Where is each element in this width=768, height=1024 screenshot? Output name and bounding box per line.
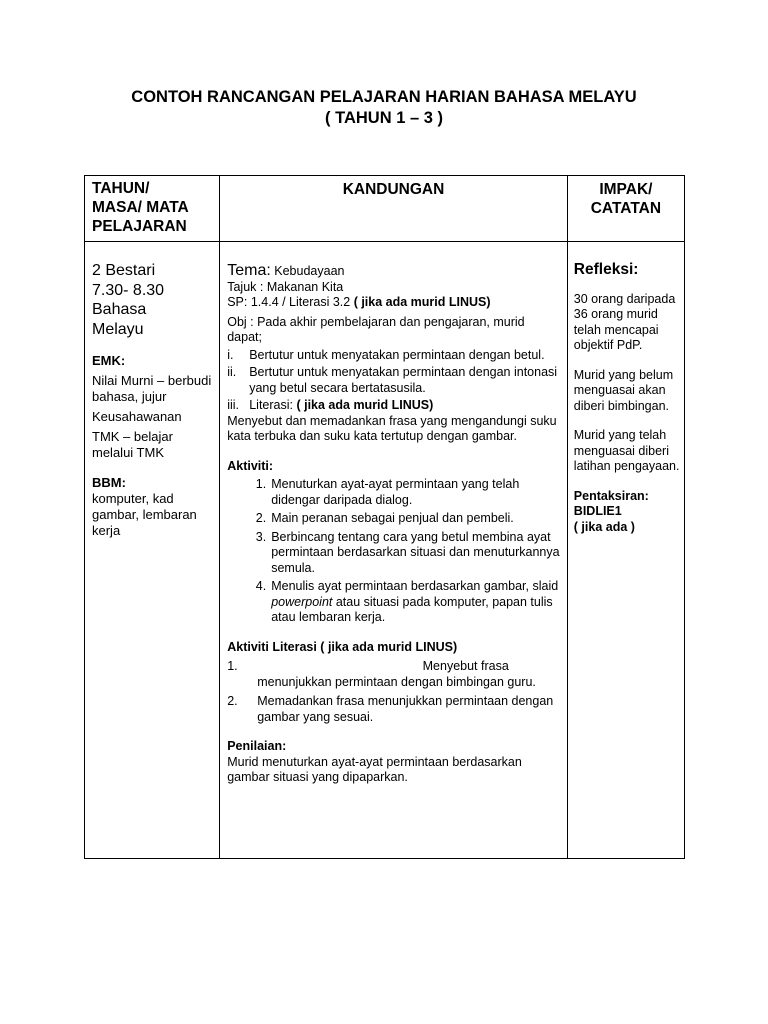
refleksi-text: 30 orang daripada 36 orang murid telah mencapai objektif PdP. <box>573 291 676 352</box>
emk-keusahawanan: Keusahawanan <box>92 409 182 424</box>
list-number: 2. <box>227 694 238 708</box>
header-kandungan: KANDUNGAN <box>220 176 568 242</box>
list-text: Main peranan sebagai penjual dan pembeli. <box>271 511 514 525</box>
kelas: 2 Bestari <box>92 262 156 279</box>
table-header-row <box>85 176 685 242</box>
cell-tahun-masa <box>85 242 220 859</box>
list-text: Menuturkan ayat-ayat permintaan yang telah didengar daripada dialog. <box>271 477 520 507</box>
list-text: Bertutur untuk menyatakan permintaan dengan betul. <box>249 347 545 362</box>
literasi-item <box>227 659 561 675</box>
list-number: ii. <box>227 365 237 379</box>
tajuk: Tajuk : Makanan Kita <box>227 279 344 294</box>
pentaksiran-value: BIDLIE1 <box>573 504 622 518</box>
literasi-note: ( jika ada murid LINUS) <box>296 398 434 412</box>
cell-impak-catatan <box>567 242 684 859</box>
cell-kandungan <box>220 242 568 859</box>
aktiviti-item <box>227 530 561 577</box>
header-tahun-masa <box>85 176 220 242</box>
literasi-item <box>227 694 561 725</box>
list-number: 1. <box>255 477 267 491</box>
objektif: Obj : Pada akhir pembelajaran dan pengajaran, murid dapat; <box>227 314 525 344</box>
list-text: Menyebut frasa <box>422 659 509 673</box>
refleksi-text: Murid yang telah menguasai diberi latihan pengayaan. <box>573 428 680 473</box>
tema-line <box>227 263 561 280</box>
refleksi-label: Refleksi: <box>573 261 639 278</box>
list-number: 1. <box>227 659 238 673</box>
header-impak-catatan <box>567 176 684 242</box>
table-body-row <box>85 242 685 859</box>
emk-label: EMK: <box>92 353 126 368</box>
sp-note: ( jika ada murid LINUS) <box>353 295 491 309</box>
penilaian-text: Murid menuturkan ayat-ayat permintaan berdasarkan gambar situasi yang dipaparkan. <box>227 754 522 784</box>
aktiviti-item <box>227 579 561 626</box>
aktiviti-label: Aktiviti: <box>227 458 274 473</box>
header-col1-line: PELAJARAN <box>92 218 187 235</box>
list-number: iii. <box>227 398 240 412</box>
list-text: Berbincang tentang cara yang betul membina ayat permintaan berdasarkan situasi dan menuturkannya semula. <box>271 529 560 575</box>
header-col3-line: IMPAK/ <box>599 181 653 198</box>
literasi-item-cont: menunjukkan permintaan dengan bimbingan guru. <box>257 674 536 689</box>
list-number: 4. <box>255 579 267 593</box>
objektif-item <box>227 398 561 414</box>
header-col3-line: CATATAN <box>590 200 662 217</box>
akt4-text-a: Menulis ayat permintaan berdasarkan gambar, slaid <box>271 579 559 593</box>
pentaksiran-note: ( jika ada ) <box>573 519 635 534</box>
literasi-label: Literasi: <box>249 398 297 412</box>
lesson-plan-table <box>84 175 685 859</box>
list-text: Bertutur untuk menyatakan permintaan dengan intonasi yang betul secara bertatasusila. <box>249 365 558 395</box>
emk-tmk: TMK – belajar melalui TMK <box>92 429 173 460</box>
refleksi-text: Murid yang belum menguasai akan diberi bimbingan. <box>573 367 674 413</box>
sp-line <box>227 295 561 311</box>
list-text <box>249 398 561 414</box>
penilaian-label: Penilaian: <box>227 739 287 753</box>
aktiviti-item <box>227 511 561 527</box>
bbm-label: BBM: <box>92 475 126 490</box>
subjek: Melayu <box>92 320 144 338</box>
tema-value: Kebudayaan <box>270 264 345 278</box>
tema-label: Tema: <box>227 262 271 279</box>
subjek: Bahasa <box>92 301 147 318</box>
header-col1-line: MASA/ MATA <box>92 199 189 216</box>
list-number: i. <box>227 347 234 362</box>
list-text: Memadankan frasa menunjukkan permintaan dengan gambar yang sesuai. <box>257 694 554 724</box>
literasi-desc: Menyebut dan memadankan frasa yang mengandungi suku kata terbuka dan suku kata tertutup dengan gambar. <box>227 413 557 443</box>
document-title: CONTOH RANCANGAN PELAJARAN HARIAN BAHASA MELAYU <box>131 88 637 106</box>
document-subtitle: ( TAHUN 1 – 3 ) <box>325 109 443 127</box>
pentaksiran-label: Pentaksiran: <box>573 488 649 503</box>
list-text <box>271 579 561 626</box>
sp-text: SP: 1.4.4 / Literasi 3.2 <box>227 295 354 309</box>
objektif-item <box>227 365 561 396</box>
list-number: 3. <box>255 529 267 544</box>
akt4-italic: powerpoint <box>271 594 333 609</box>
emk-nilai: Nilai Murni – berbudi bahasa, jujur <box>92 373 212 404</box>
masa: 7.30- 8.30 <box>92 281 165 299</box>
aktiviti-item <box>227 477 561 508</box>
akt4-text-b: atau situasi pada komputer, papan tulis atau lembaran kerja. <box>271 594 553 624</box>
bbm-text: komputer, kad gambar, lembaran kerja <box>92 491 197 538</box>
aktiviti-literasi-label: Aktiviti Literasi ( jika ada murid LINUS) <box>227 639 458 654</box>
list-number: 2. <box>255 511 267 525</box>
objektif-item <box>227 348 561 364</box>
header-col1-line: TAHUN/ <box>92 180 150 197</box>
